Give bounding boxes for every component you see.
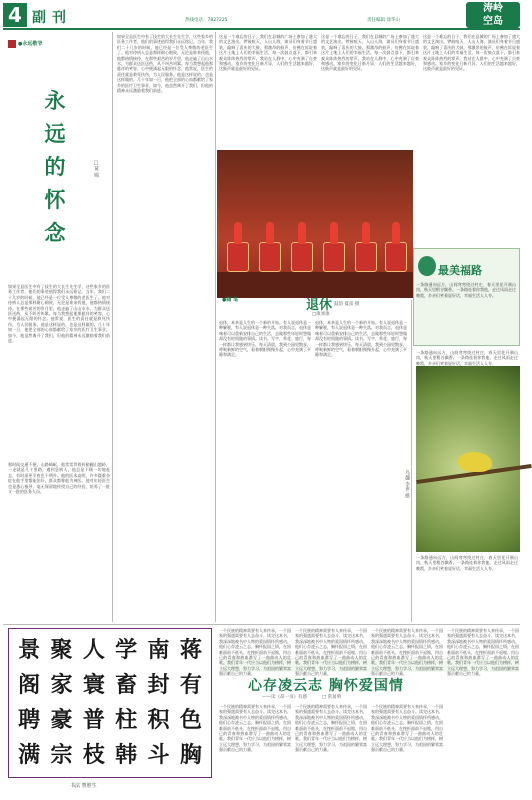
calligraphy-char: 枝 — [82, 742, 105, 768]
article4-intro-col3: 一个民族的精神需要有人来传承，一个国家的强盛需要有人去奋斗。读完这本书，我深深地被书中人物的爱国情怀所感动。他们心存凌云之志，胸怀报国之情，在困难面前不低头，在挫折面前不退缩，用自己的青春和热血谱写了一曲曲动人的壮歌。我们青年一代应当以他们为榜样，树立远大理想，努力学习，为祖国的繁荣富强贡献自己的力量。 — [371, 628, 443, 677]
column-seal-icon — [8, 40, 16, 48]
calligraphy-char: 蒋 — [179, 637, 202, 663]
logo-char: 涛 — [483, 3, 493, 14]
drum — [291, 242, 313, 272]
bird-photo — [416, 366, 520, 552]
article3-body-col2: 退休，本来是人生的一个新的开始。有人说退休是一种解脱，有人说退休是一种失落。对我而言，退休意味着可以重新安排自己的生活，去做那些年轻时想做却没有时间做的事情。读书、写字、养花、旅行，每一样都让我感到快乐。每天清晨，我到公园里散步，呼吸新鲜的空气，看着朝阳慢慢升起，心中充满了平静和满足。 — [315, 320, 407, 358]
calligraphy-char: 景 — [18, 637, 41, 663]
calligraphy-char: 满 — [18, 742, 41, 768]
calligraphy-char: 聚 — [50, 637, 73, 663]
calligraphy-char: 宗 — [50, 742, 73, 768]
calligraphy-artwork — [8, 628, 212, 778]
calligraphy-char: 畜 — [115, 672, 138, 698]
performer — [392, 222, 400, 244]
drum — [385, 242, 407, 272]
calligraphy-char: 封 — [147, 672, 170, 698]
poem-text-bottom: 一条路通向远方，山间弯弯绕过村庄，春天里花开满山岗，秋天里稻谷飘香。一条路连着你我他，走过风雨走过晚霞，乡亲们笑着说好话，幸福生活人人夸。 — [416, 555, 518, 571]
article4-col4: 一个民族的精神需要有人来传承，一个国家的强盛需要有人去奋斗。读完这本书，我深深地被书中人物的爱国情怀所感动。他们心存凌云之志，胸怀报国之情，在困难面前不低头，在挫折面前不退缩，用自己的青春和热血谱写了一曲曲动人的壮歌。我们青年一代应当以他们为榜样，树立远大理想，努力学习，为祖国的繁荣富强贡献自己的力量。 — [447, 628, 519, 677]
article4-intro: 一个民族的精神需要有人来传承，一个国家的强盛需要有人去奋斗。读完这本书，我深深地被书中人物的爱国情怀所感动。他们心存凌云之志，胸怀报国之情，在困难面前不低头，在挫折面前不退缩，用自己的青春和热血谱写了一曲曲动人的壮歌。我们青年一代应当以他们为榜样，树立远大理想，努力学习，为祖国的繁荣富强贡献自己的力量。 — [219, 628, 291, 677]
performer — [234, 222, 242, 244]
page-number: 4 — [3, 3, 27, 27]
calligraphy-char: 普 — [82, 707, 105, 733]
performer — [362, 222, 370, 244]
article1-author: □黄 锦 — [93, 160, 99, 178]
editor-credit: 责任编辑 徐华山 — [367, 18, 400, 23]
logo-char: 岛 — [493, 16, 503, 27]
article4-intro-col2: 一个民族的精神需要有人来传承，一个国家的强盛需要有人去奋斗。读完这本书，我深深地被书中人物的爱国情怀所感动。他们心存凌云之志，胸怀报国之情，在困难面前不低头，在挫折面前不退缩，用自己的青春和热血谱写了一曲曲动人的壮歌。我们青年一代应当以他们为榜样，树立远大理想，努力学习，为祖国的繁荣富强贡献自己的力量。 — [295, 628, 367, 677]
logo-char: 空 — [483, 16, 493, 27]
column-divider — [411, 300, 412, 622]
calligraphy-char: 柱 — [115, 707, 138, 733]
logo-char: 岭 — [493, 3, 503, 14]
calligraphy-char: 斗 — [147, 742, 170, 768]
article2-body: 这是一个难忘的日子，我们在县城的广场上参加了盛大的文艺演出。锣鼓喧天，人山人海，演员们身着节日盛装，敲响了喜庆的大鼓。那激昂的鼓声，仿佛在诉说着这片土地上人们的幸福生活。每一次鼓点落下，都引来观众阵阵热烈的掌声。我站在人群中，心中充满了自豪和感动。家乡的变化日新月异，人们的生活越来越好，这鼓声就是最好的见证。 — [219, 34, 317, 72]
article2-body-col2: 这是一个难忘的日子，我们在县城的广场上参加了盛大的文艺演出。锣鼓喧天，人山人海，演员们身着节日盛装，敲响了喜庆的大鼓。那激昂的鼓声，仿佛在诉说着这片土地上人们的幸福生活。每一次鼓点落下，都引来观众阵阵热烈的掌声。我站在人群中，心中充满了自豪和感动。家乡的变化日新月异，人们的生活越来越好，这鼓声就是最好的见证。 — [321, 34, 419, 72]
hotline: 热线电话：7827225 — [185, 18, 228, 23]
drum — [259, 242, 281, 272]
drum — [323, 242, 345, 272]
article3-author: □康承康 — [312, 312, 330, 317]
article1-column-tag: ●永远敬爷 — [18, 41, 43, 47]
bird — [458, 452, 492, 472]
article2-body-col3: 这是一个难忘的日子，我们在县城的广场上参加了盛大的文艺演出。锣鼓喧天，人山人海，演员们身着节日盛装，敲响了喜庆的大鼓。那激昂的鼓声，仿佛在诉说着这片土地上人们的幸福生活。每一次鼓点落下，都引来观众阵阵热烈的掌声。我站在人群中，心中充满了自豪和感动。家乡的变化日新月异，人们的生活越来越好，这鼓声就是最好的见证。 — [423, 34, 520, 72]
article3-body: 退休，本来是人生的一个新的开始。有人说退休是一种解脱，有人说退休是一种失落。对我而言，退休意味着可以重新安排自己的生活，去做那些年轻时想做却没有时间做的事情。读书、写字、养花、旅行，每一样都让我感到快乐。每天清晨，我到公园里散步，呼吸新鲜的空气，看着朝阳慢慢升起，心中充满了平静和满足。 — [219, 320, 311, 358]
masthead-logo — [466, 2, 520, 28]
article4-title: 心存凌云志 胸怀爱国情 — [248, 678, 404, 694]
calligraphy-char: 阁 — [18, 672, 41, 698]
drum — [355, 242, 377, 272]
article4-body-col2: 一个民族的精神需要有人来传承，一个国家的强盛需要有人去奋斗。读完这本书，我深深地被书中人物的爱国情怀所感动。他们心存凌云之志，胸怀报国之情，在困难面前不低头，在挫折面前不退缩，用自己的青春和热血谱写了一曲曲动人的壮歌。我们青年一代应当以他们为榜样，树立远大理想，努力学习，为祖国的繁荣富强贡献自己的力量。 — [295, 704, 367, 753]
article3-title: 退休 — [306, 298, 333, 313]
header-rule — [3, 28, 520, 30]
article4-author: □ 常易明 — [322, 695, 342, 700]
performer — [298, 222, 306, 244]
calligraphy-char: 人 — [82, 637, 105, 663]
calligraphy-char: 家 — [50, 672, 73, 698]
poem-text: 一条路通向远方，山间弯弯绕过村庄，春天里花开满山岗，秋天里稻谷飘香。一条路连着你我他，走过风雨走过晚霞，乡亲们笑着说好话，幸福生活人人夸。 — [416, 350, 518, 366]
drum — [227, 242, 249, 272]
road-emblem-icon — [418, 256, 436, 276]
calligraphy-char: 寰 — [82, 672, 105, 698]
column-divider — [112, 32, 113, 622]
calligraphy-char: 南 — [147, 637, 170, 663]
article1-body: 如果全县医生中有了技生的大长生先生学，这些家乡的医务工作者，他们的事迹值得我们永远铭记。当年，我们二十几岁的时候，他已经是一位受人尊敬的老医生了。他对待病人总是那样耐心细致，无论是谁来找他，他都热情接待。在那些艰苦的岁月里，他走遍了山山水水，为群众送医送药，从不叫苦叫累。每当我想起他那慈祥的笑容，心中便涌起无限的怀念。他常说，医生的责任就是救死扶伤，为人民服务。他是这样说的，也是这样做的。几十年如一日，他把全部的心血都献给了家乡的医疗卫生事业。如今，他虽然离开了我们，但他的精神永远激励着我们前进。 — [8, 284, 110, 344]
drum-performance-photo — [217, 150, 413, 298]
calligraphy-char: 积 — [147, 707, 170, 733]
section-divider — [3, 624, 520, 625]
calligraphy-grid — [13, 633, 207, 773]
article1-title: 永远的怀念 — [44, 88, 66, 245]
sidebar-title: 最美福路 — [438, 264, 482, 277]
section-title: 副刊 — [32, 10, 72, 26]
article1-body-col2: 如果全县医生中有了技生的大长生先生学，这些家乡的医务工作者，他们的事迹值得我们永远铭记。当年，我们二十几岁的时候，他已经是一位受人尊敬的老医生了。他对待病人总是那样耐心细致，无论是谁来找他，他都热情接待。在那些艰苦的岁月里，他走遍了山山水水，为群众送医送药，从不叫苦叫累。每当我想起他那慈祥的笑容，心中便涌起无限的怀念。他常说，医生的责任就是救死扶伤，为人民服务。他是这样说的，也是这样做的。几十年如一日，他把全部的心血都献给了家乡的医疗卫生事业。如今，他虽然离开了我们，但他的精神永远激励着我们前进。 — [117, 34, 213, 94]
article4-body: 一个民族的精神需要有人来传承，一个国家的强盛需要有人去奋斗。读完这本书，我深深地被书中人物的爱国情怀所感动。他们心存凌云之志，胸怀报国之情，在困难面前不低头，在挫折面前不退缩，用自己的青春和热血谱写了一曲曲动人的壮歌。我们青年一代应当以他们为榜样，树立远大理想，努力学习，为祖国的繁荣富强贡献自己的力量。 — [219, 704, 291, 753]
column-divider — [215, 32, 216, 622]
bird-caption: 鸟趣 李世 摄 — [404, 470, 410, 499]
performer — [330, 222, 338, 244]
article4-body-col3: 一个民族的精神需要有人来传承，一个国家的强盛需要有人去奋斗。读完这本书，我深深地被书中人物的爱国情怀所感动。他们心存凌云之志，胸怀报国之情，在困难面前不低头，在挫折面前不退缩，用自己的青春和热血谱写了一曲曲动人的壮歌。我们青年一代应当以他们为榜样，树立远大理想，努力学习，为祖国的繁荣富强贡献自己的力量。 — [371, 704, 443, 753]
calligraphy-char: 聘 — [18, 707, 41, 733]
article4-subtitle: ——读《昂一书》有感 — [262, 695, 307, 700]
article3-column-tag: ●随 笔 — [222, 297, 239, 303]
performer — [266, 222, 274, 244]
calligraphy-char: 胸 — [179, 742, 202, 768]
calligraphy-char: 学 — [115, 637, 138, 663]
sidebar-poem: 一条路通向远方，山间弯弯绕过村庄，春天里花开满山岗，秋天里稻谷飘香。一条路连着你我他，走过风雨走过晚霞，乡亲们笑着说好话，幸福生活人人夸。 — [416, 282, 516, 298]
calligraphy-char: 有 — [179, 672, 202, 698]
photo-caption: 鼓韵 夏雷 摄 — [334, 302, 360, 307]
calligraphy-char: 色 — [179, 707, 202, 733]
article1-body-cont: 那时候交通不便，山路崎岖，他常常背着药箱翻山越岭，一走就是几十里路。遇到急病人，他总是不顾一切地赶去，有时深更半夜也不例外。他的医术高明，许多疑难杂症在他手里都能治好，群众都称他为神医。他对年轻医生也是悉心指导，毫无保留地传授自己的经验，培养了一批又一批的医务人员。 — [8, 462, 110, 495]
calligraphy-caption: 书法 曹胜生 — [70, 783, 97, 789]
calligraphy-char: 韩 — [115, 742, 138, 768]
calligraphy-char: 豪 — [50, 707, 73, 733]
